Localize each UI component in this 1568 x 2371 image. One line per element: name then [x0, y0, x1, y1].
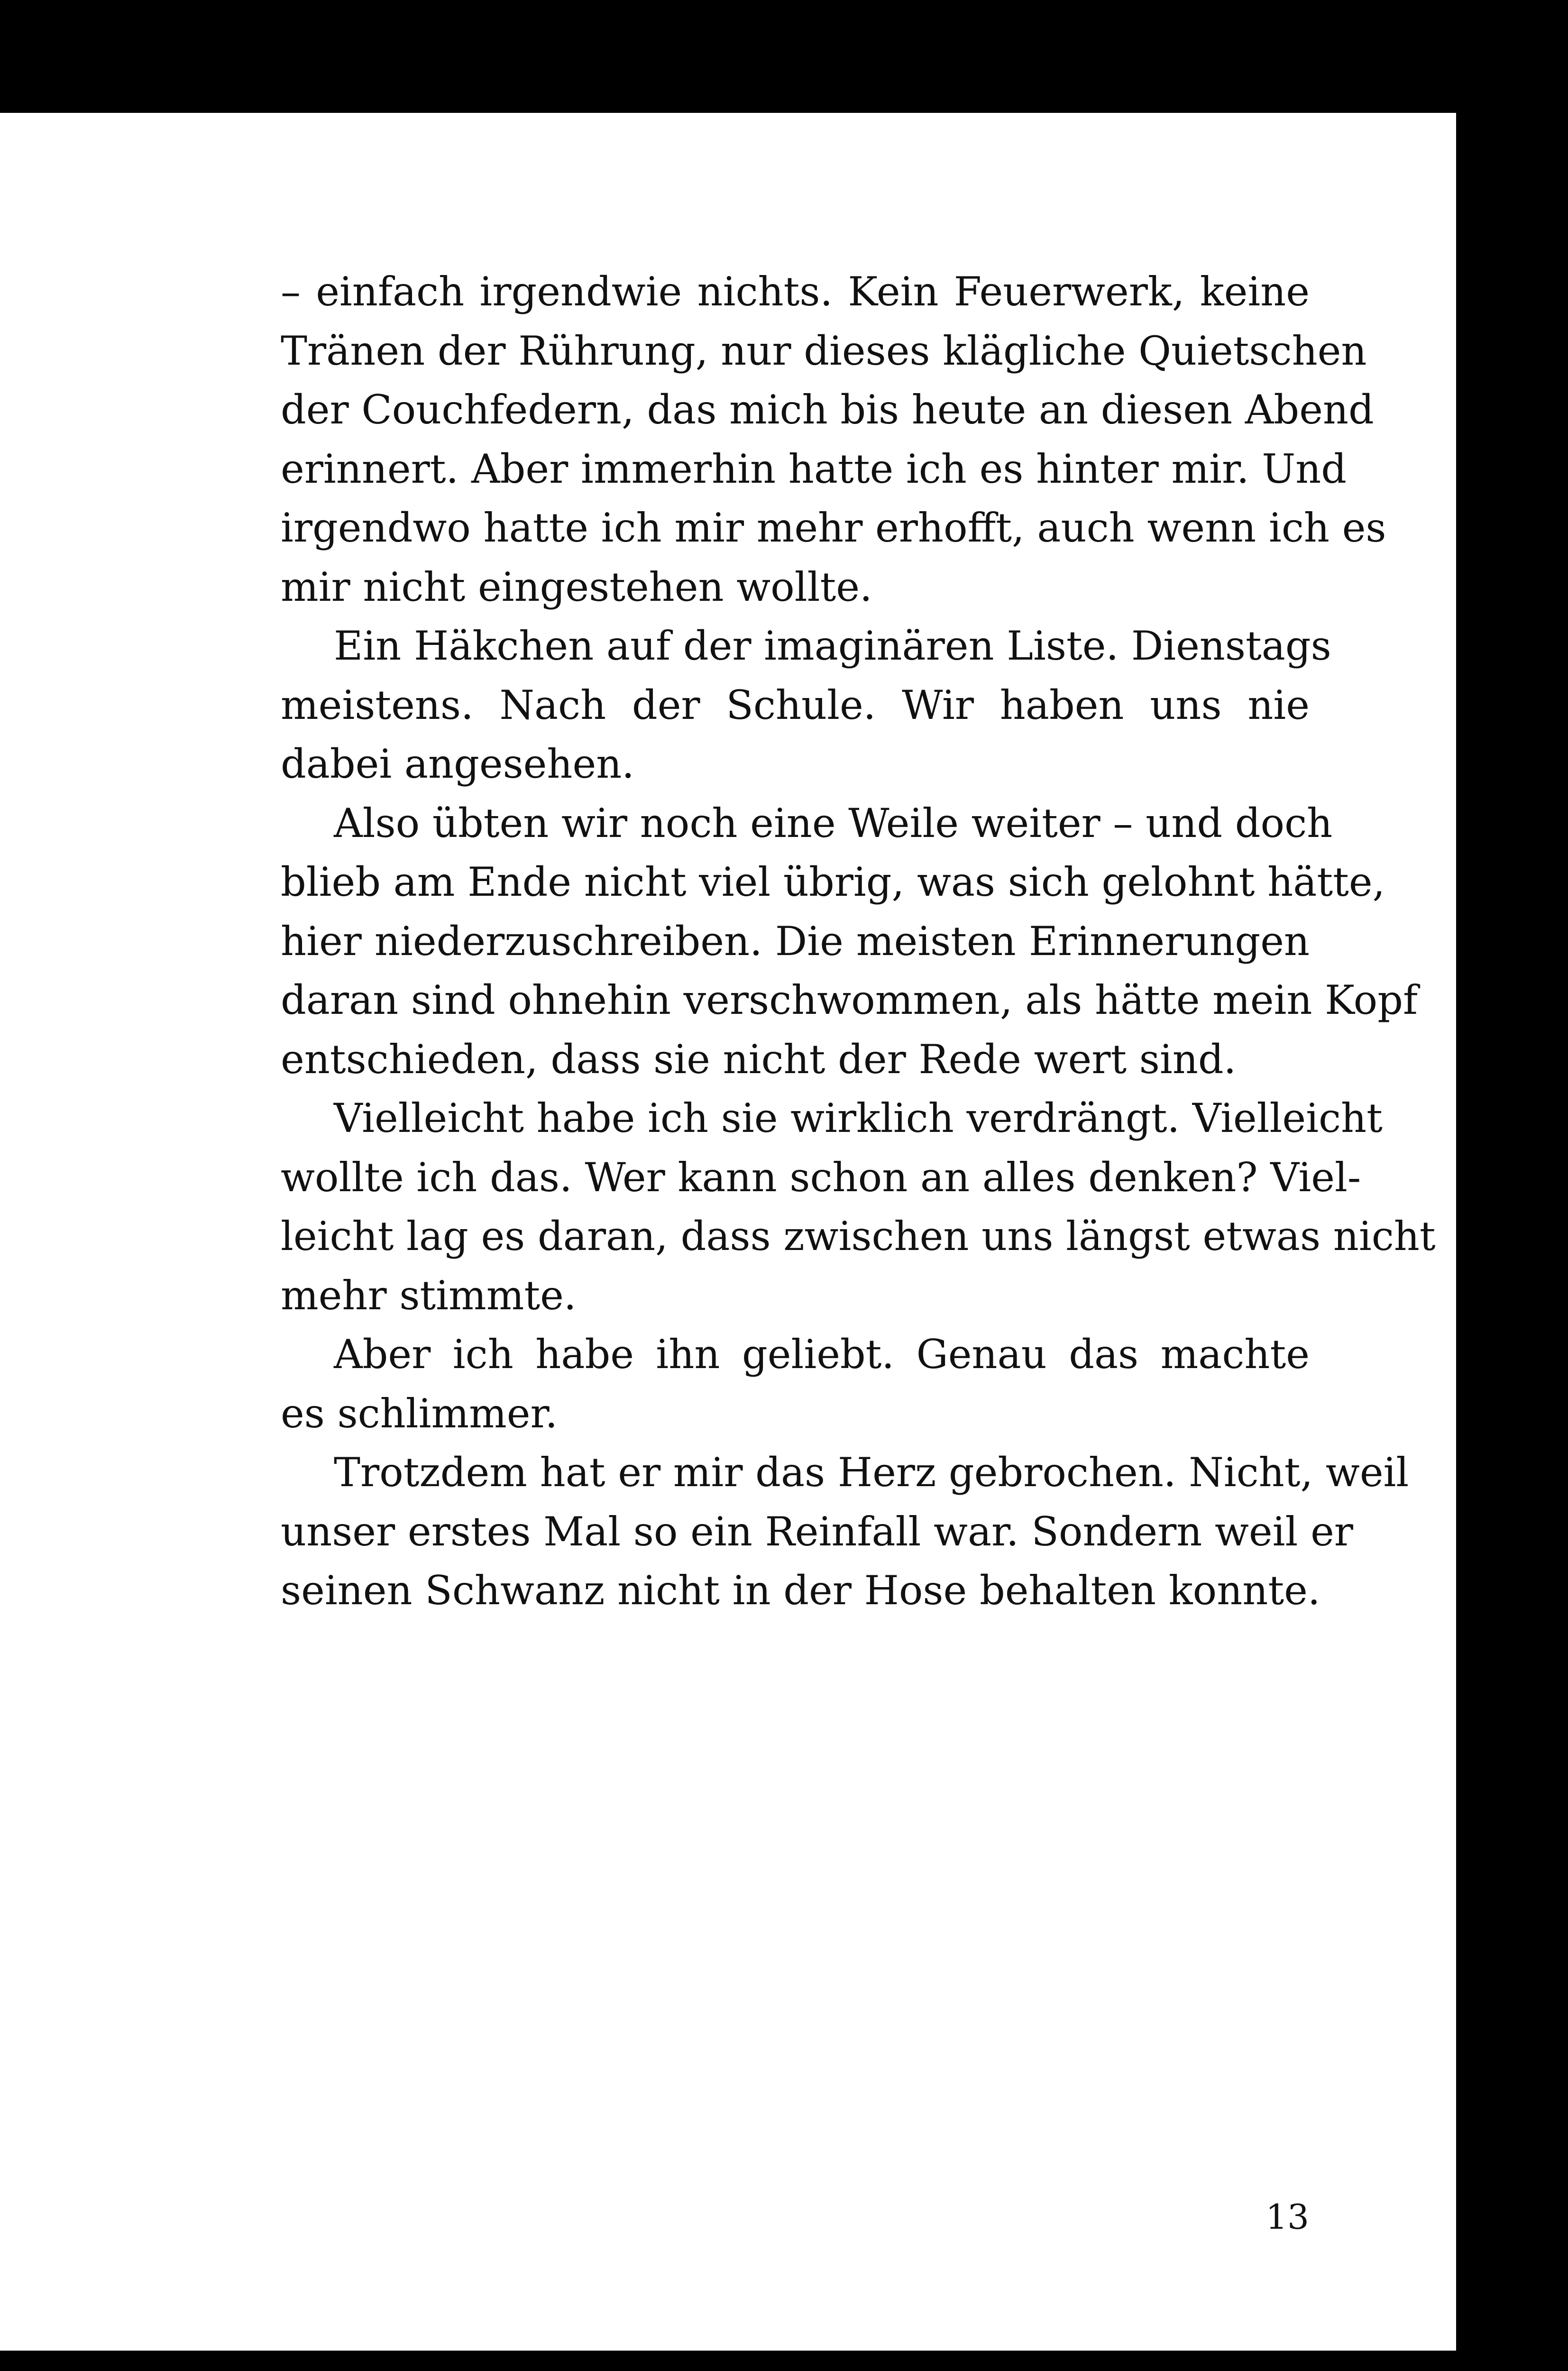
body-text	[281, 262, 1436, 1620]
text-line: leicht lag es daran, dass zwischen uns längst etwas nicht	[281, 1213, 1436, 1259]
paragraph	[281, 1443, 1409, 1620]
text-line: Aber ich habe ihn geliebt. Genau das machte	[334, 1331, 1310, 1378]
book-page	[0, 113, 1456, 2351]
text-line: Vielleicht habe ich sie wirklich verdrängt. Vielleicht	[334, 1095, 1383, 1141]
text-line: mehr stimmte.	[281, 1272, 577, 1319]
text-line: mir nicht eingestehen wollte.	[281, 563, 872, 610]
text-line: meistens. Nach der Schule. Wir haben uns nie	[281, 681, 1310, 728]
paragraph	[281, 1089, 1436, 1325]
text-line: entschieden, dass sie nicht der Rede wert sind.	[281, 1036, 1237, 1083]
paragraph	[281, 1325, 1310, 1443]
text-line: hier niederzuschreiben. Die meisten Erinnerungen	[281, 918, 1310, 965]
text-line: Trotzdem hat er mir das Herz gebrochen. Nicht, weil	[334, 1449, 1409, 1496]
paragraph	[281, 616, 1331, 794]
text-line: wollte ich das. Wer kann schon an alles denken? Viel-	[281, 1154, 1361, 1201]
text-line: daran sind ohnehin verschwommen, als hätte mein Kopf	[281, 977, 1418, 1023]
paragraph	[281, 262, 1386, 616]
text-line: der Couchfedern, das mich bis heute an diesen Abend	[281, 386, 1374, 433]
text-line: erinnert. Aber immerhin hatte ich es hinter mir. Und	[281, 445, 1347, 492]
text-line: unser erstes Mal so ein Reinfall war. Sondern weil er	[281, 1508, 1353, 1555]
text-line: blieb am Ende nicht viel übrig, was sich gelohnt hätte,	[281, 859, 1385, 905]
text-line: seinen Schwanz nicht in der Hose behalten konnte.	[281, 1567, 1320, 1614]
text-line: es schlimmer.	[281, 1390, 558, 1437]
text-line: Also übten wir noch eine Weile weiter – und doch	[334, 800, 1333, 846]
text-line: dabei angesehen.	[281, 741, 634, 787]
page-number: 13	[1265, 2197, 1309, 2237]
paragraph	[281, 794, 1418, 1089]
text-line: Ein Häkchen auf der imaginären Liste. Dienstags	[334, 623, 1331, 669]
text-line: irgendwo hatte ich mir mehr erhofft, auch wenn ich es	[281, 505, 1386, 551]
text-line: – einfach irgendwie nichts. Kein Feuerwerk, keine	[281, 268, 1310, 315]
text-line: Tränen der Rührung, nur dieses klägliche Quietschen	[281, 327, 1367, 374]
